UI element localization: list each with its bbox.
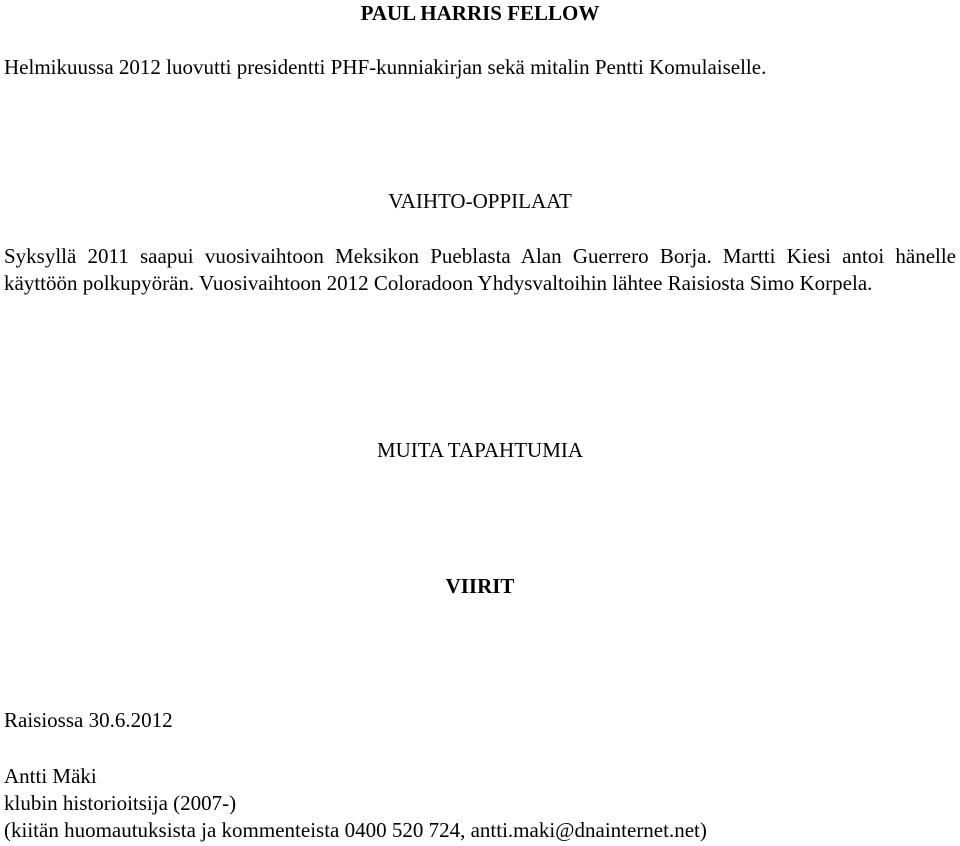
heading-viirit: VIIRIT <box>445 574 515 598</box>
signature-role: klubin historioitsija (2007-) <box>4 791 237 815</box>
signature-place-date: Raisiossa 30.6.2012 <box>4 708 173 732</box>
paragraph-paul-harris: Helmikuussa 2012 luovutti presidentti PHF-kunniakirjan sekä mitalin Pentti Komulaiselle. <box>4 55 767 79</box>
heading-vaihto-oppilaat: VAIHTO-OPPILAAT <box>388 189 572 213</box>
signature-contact: (kiitän huomautuksista ja kommenteista 0400 520 724, antti.maki@dnainternet.net) <box>4 818 707 842</box>
heading-paul-harris-fellow: PAUL HARRIS FELLOW <box>360 1 600 25</box>
paragraph-vaihto-oppilaat: Syksyllä 2011 saapui vuosivaihtoon Meksikon Pueblasta Alan Guerrero Borja. Martti Kiesi antoi hänelle käyttöön polkupyörän. Vuosivaihtoon 2012 Coloradoon Yhdysvaltoihin lähtee Raisiosta Simo Korpela. <box>4 244 956 295</box>
heading-muita-tapahtumia: MUITA TAPAHTUMIA <box>376 438 584 462</box>
signature-name: Antti Mäki <box>4 764 97 788</box>
